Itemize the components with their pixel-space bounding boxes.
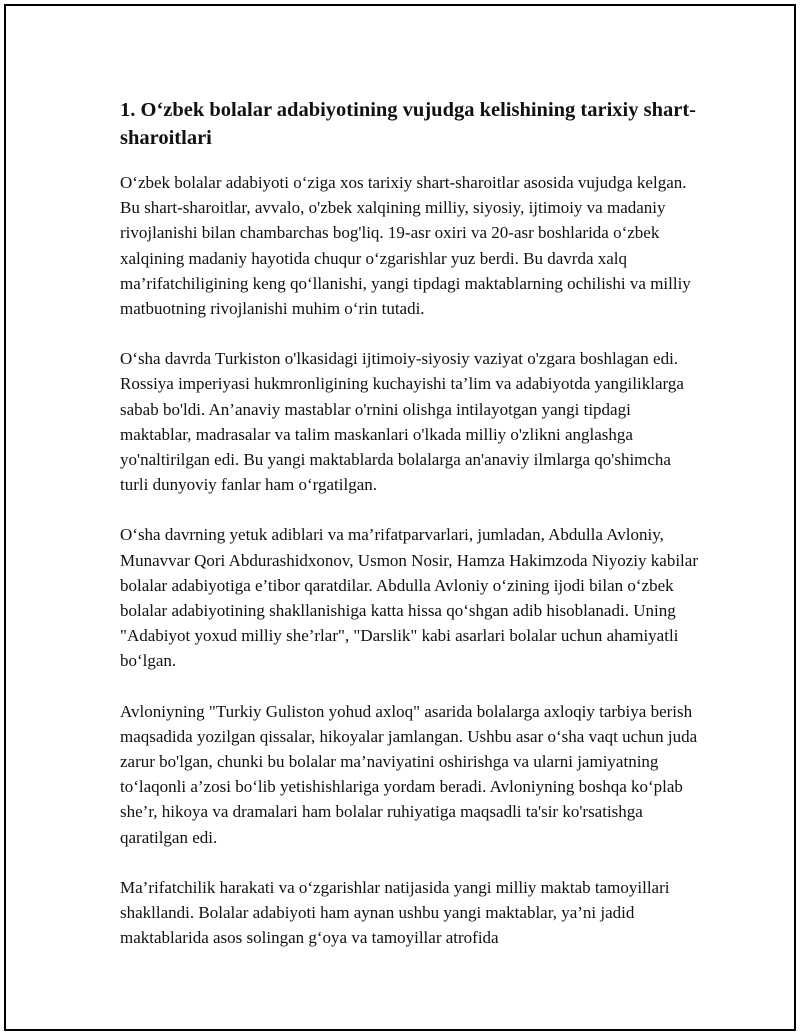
paragraph-3: O‘sha davrning yetuk adiblari va ma’rifatparvarlari, jumladan, Abdulla Avloniy, Munavvar Qori Abdurashidxonov, Usmon Nosir, Hamza Hakimzoda Niyoziy kabilar bolalar adabiyotiga e’tibor qaratdilar. Abdulla Avloniy o‘zining ijodi bilan o‘zbek bolalar adabiyotining shakllanishiga katta hissa qo‘shgan adib hisoblanadi. Uning "Adabiyot yoxud milliy she’rlar", "Darslik" kabi asarlari bolalar uchun ahamiyatli bo‘lgan. xyxy=(120,525,698,671)
paragraph-4: Avloniyning "Turkiy Guliston yohud axloq" asarida bolalarga axloqiy tarbiya berish maqsadida yozilgan qissalar, hikoyalar jamlangan. Ushbu asar o‘sha vaqt uchun juda zarur bo'lgan, chunki bu bolalar ma’naviyatini oshirishga va ularni jamiyatning to‘laqonli a’zosi bo‘lib yetishishlariga yordam beradi. Avloniyning boshqa ko‘plab she’r, hikoya va dramalari ham bolalar ruhiyatiga maqsadli ta'sir ko'rsatishga qaratilgan edi. xyxy=(120,701,698,847)
section-heading: 1. O‘zbek bolalar adabiyotining vujudga kelishining tarixiy shart-sharoitlari xyxy=(120,99,697,149)
paragraph-1: O‘zbek bolalar adabiyoti o‘ziga xos tarixiy shart-sharoitlar asosida vujudga kelgan. Bu shart-sharoitlar, avvalo, o'zbek xalqining milliy, siyosiy, ijtimoiy va madaniy rivojlanishi bilan chambarchas bog'liq. 19-asr oxiri va 20-asr boshlarida o‘zbek xalqining madaniy hayotida chuqur o‘zgarishlar yuz berdi. Bu davrda xalq ma’rifatchiligining keng qo‘llanishi, yangi tipdagi maktablarning ochilishi va milliy matbuotning rivojlanishi muhim o‘rin tutadi. xyxy=(120,173,691,319)
paragraph-5: Ma’rifatchilik harakati va o‘zgarishlar natijasida yangi milliy maktab tamoyillari shakllandi. Bolalar adabiyoti ham aynan ushbu yangi maktablar, ya’ni jadid maktablarida asos solingan g‘oya va tamoyillar atrofida xyxy=(120,877,670,948)
document-body xyxy=(120,96,700,975)
paragraph-2: O‘sha davrda Turkiston o'lkasidagi ijtimoiy-siyosiy vaziyat o'zgara boshlagan edi. Rossiya imperiyasi hukmronligining kuchayishi ta’lim va adabiyotda yangiliklarga sabab bo'ldi. An’anaviy mastablar o'rnini olishga intilayotgan yangi tipdagi maktablar, madrasalar va talim maskanlari o'lkada milliy o'zlikni anglashga yo'naltirilgan edi. Bu yangi maktablarda bolalarga an'anaviy ilmlarga qo'shimcha turli dunyoviy fanlar ham o‘rgatilgan. xyxy=(120,349,684,495)
document-page xyxy=(4,4,796,1031)
